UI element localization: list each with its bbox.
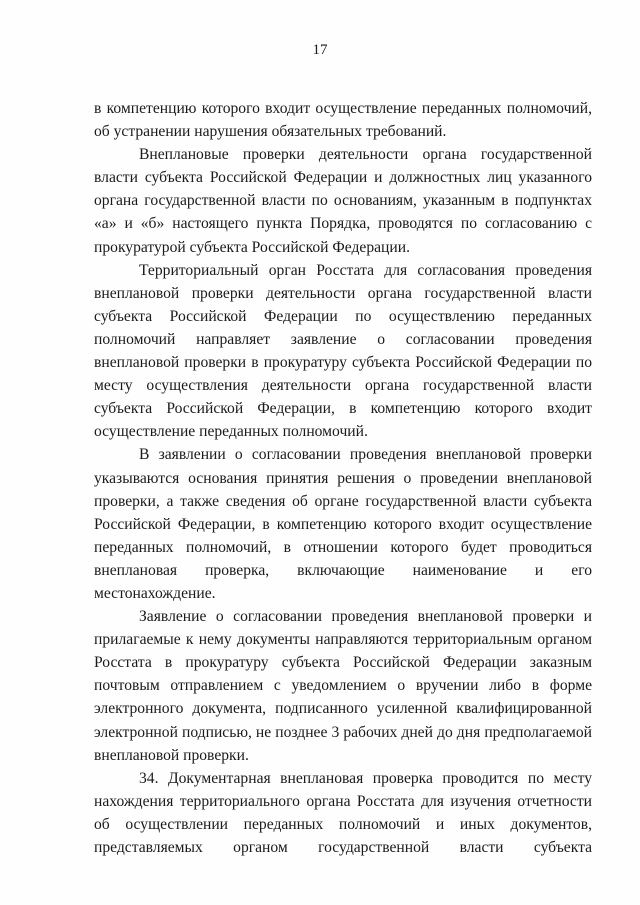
document-body [94,97,592,859]
page-number: 17 [312,42,328,58]
paragraph-unscheduled-inspections: Внеплановые проверки деятельности органа государственной власти субъекта Российской Федерации и должностных лиц указанного органа государственной власти по основаниям, указанным в подпунктах «а» и «б» настоящего пункта Порядка, проводятся по согласованию с прокуратурой субъекта Российской Федерации. [94,146,592,256]
paragraph-approval-application: Территориальный орган Росстата для согласования проведения внеплановой проверки деятельности органа государственной власти субъекта Российской Федерации по осуществлению переданных полномочий направляет заявление о согласовании проведения внеплановой проверки в прокуратуру субъекта Российской Федерации по месту осуществления деятельности органа государственной власти субъекта Российской Федерации, в компетенцию которого входит осуществление переданных полномочий. [94,261,592,441]
paragraph-application-sending: Заявление о согласовании проведения внеплановой проверки и прилагаемые к нему документы направляются территориальным органом Росстата в прокуратуру субъекта Российской Федерации заказным почтовым отправлением с уведомлением о вручении либо в форме электронного документа, подписанного усиленной квалифицированной электронной подписью, не позднее 3 рабочих дней до дня предполагаемой внеплановой проверки. [94,608,592,764]
paragraph-item-34: 34. Документарная внеплановая проверка проводится по месту нахождения территориального органа Росстата для изучения отчетности об осуществлении переданных полномочий и иных документов, представляемых органом государственной власти субъекта [94,769,592,856]
paragraph-continuation: в компетенцию которого входит осуществление переданных полномочий, об устранении нарушения обязательных требований. [94,100,592,141]
paragraph-application-contents: В заявлении о согласовании проведения внеплановой проверки указываются основания принятия решения о проведении внеплановой проверки, а также сведения об органе государственной власти субъекта Российской Федерации, в компетенцию которого входит осуществление переданных полномочий, в отношении которого будет проводиться внеплановая проверка, включающие наименование и его местонахождение. [94,446,592,602]
